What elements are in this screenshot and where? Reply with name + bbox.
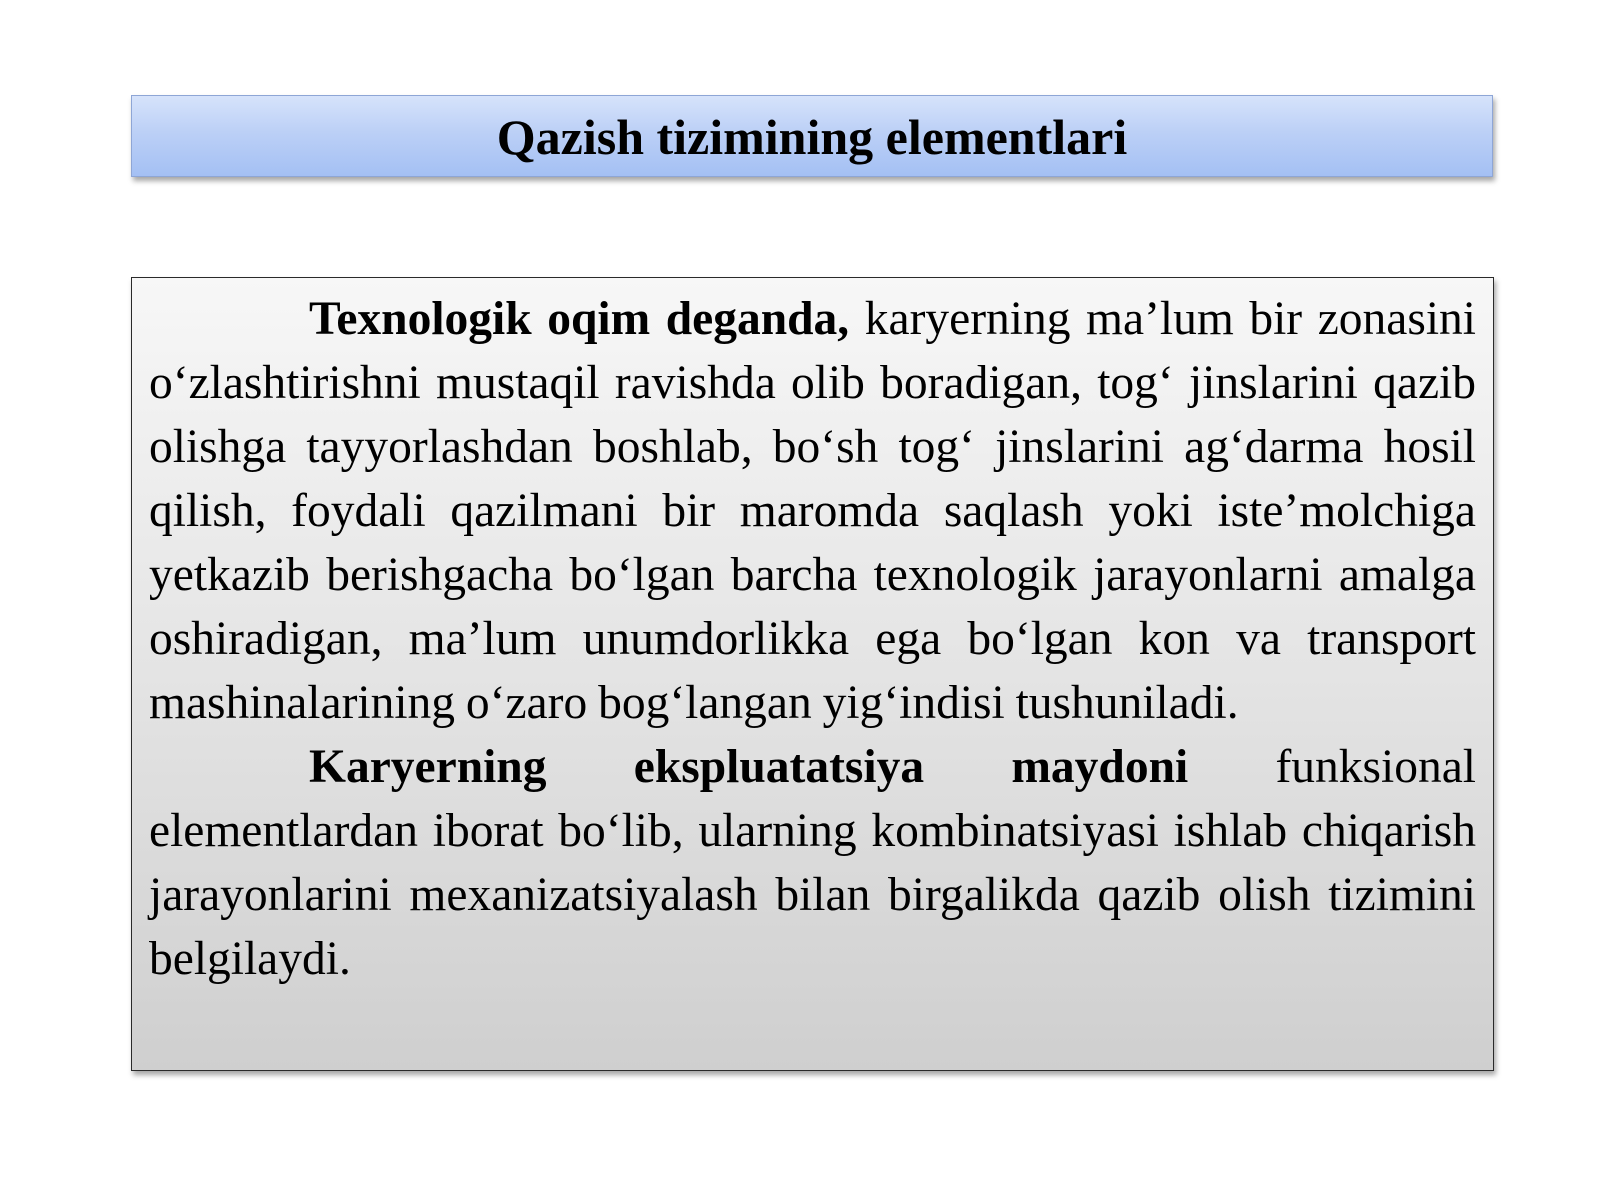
title-banner — [131, 95, 1493, 177]
term-technological-flow: Texnologik oqim deganda, — [309, 293, 850, 345]
paragraph-exploitation-area — [149, 735, 1476, 991]
slide-title: Qazish tizimining elementlari — [496, 109, 1128, 165]
content-box — [131, 277, 1494, 1071]
definition-exploitation-area: funksional elementlardan iborat bo‘lib, ularning kombinatsiyasi ishlab chiqarish jarayonlarini mexanizatsiyalash bilan birgalikda qazib olish tizimini belgilaydi. — [149, 741, 1476, 985]
paragraph-technological-flow — [149, 287, 1476, 735]
definition-technological-flow: karyerning ma’lum bir zonasini o‘zlashtirishni mustaqil ravishda olib boradigan, tog‘ jinslarini qazib olishga tayyorlashdan boshlab, bo‘sh tog‘ jinslarini ag‘darma hosil qilish, foydali qazilmani bir maromda saqlash yoki iste’molchiga yetkazib berishgacha bo‘lgan barcha texnologik jarayonlarni amalga oshiradigan, ma’lum unumdorlikka ega bo‘lgan kon va transport mashinalarining o‘zaro bog‘langan yig‘indisi tushuniladi. — [149, 293, 1476, 729]
term-exploitation-area: Karyerning ekspluatatsiya maydoni — [309, 741, 1189, 793]
